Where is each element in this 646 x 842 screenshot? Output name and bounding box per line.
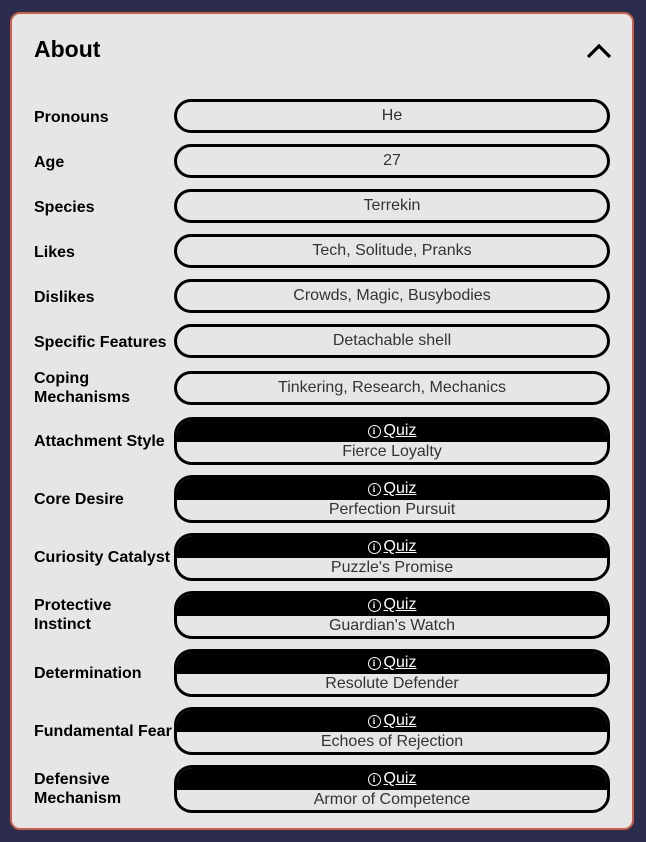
quiz-link[interactable]: Quiz: [383, 480, 417, 497]
quiz-band: [177, 536, 607, 558]
quiz-link[interactable]: Quiz: [383, 596, 417, 613]
info-icon: i: [368, 599, 381, 612]
field-label: Core Desire: [34, 491, 124, 508]
field-label: Curiosity Catalyst: [34, 549, 171, 566]
quiz-band: [177, 478, 607, 500]
curiosity-catalyst-field: [174, 533, 610, 581]
quiz-link[interactable]: Quiz: [383, 712, 417, 729]
field-label: Coping Mechanisms: [34, 370, 131, 406]
quiz-result: Armor of Competence: [313, 791, 471, 808]
defensive-mechanism-field: [174, 765, 610, 813]
dislikes-field[interactable]: Crowds, Magic, Busybodies: [174, 279, 610, 313]
protective-instinct-field: [174, 591, 610, 639]
pronouns-field[interactable]: He: [174, 99, 610, 133]
species-field[interactable]: Terrekin: [174, 189, 610, 223]
likes-field[interactable]: Tech, Solitude, Pranks: [174, 234, 610, 268]
quiz-band: [177, 710, 607, 732]
quiz-result: Guardian's Watch: [328, 617, 456, 634]
quiz-band: [177, 768, 607, 790]
quiz-band: [177, 594, 607, 616]
fundamental-fear-field: [174, 707, 610, 755]
age-field[interactable]: 27: [174, 144, 610, 178]
quiz-link[interactable]: Quiz: [383, 654, 417, 671]
info-icon: i: [368, 715, 381, 728]
info-icon: i: [368, 541, 381, 554]
determination-field: [174, 649, 610, 697]
quiz-band: [177, 420, 607, 442]
field-label: Pronouns: [34, 109, 109, 126]
field-label: Protective Instinct: [34, 597, 112, 633]
about-panel: [10, 12, 634, 830]
quiz-link[interactable]: Quiz: [383, 770, 417, 787]
quiz-link[interactable]: Quiz: [383, 422, 417, 439]
field-label: Species: [34, 199, 95, 216]
quiz-result: Resolute Defender: [325, 675, 459, 692]
panel-title: About: [34, 36, 101, 62]
info-icon: i: [368, 425, 381, 438]
quiz-result: Puzzle's Promise: [330, 559, 454, 576]
quiz-band: [177, 652, 607, 674]
field-label: Attachment Style: [34, 433, 165, 450]
field-label: Specific Features: [34, 334, 167, 351]
quiz-link[interactable]: Quiz: [383, 538, 417, 555]
field-label: Age: [34, 154, 65, 171]
field-label: Defensive Mechanism: [34, 771, 122, 807]
specific-features-field[interactable]: Detachable shell: [174, 324, 610, 358]
coping-mechanisms-field[interactable]: Tinkering, Research, Mechanics: [174, 371, 610, 405]
quiz-result: Perfection Pursuit: [328, 501, 456, 518]
chevron-up-icon[interactable]: [586, 42, 612, 60]
field-label: Determination: [34, 665, 142, 682]
field-label: Likes: [34, 244, 75, 261]
info-icon: i: [368, 483, 381, 496]
quiz-result: Echoes of Rejection: [320, 733, 464, 750]
core-desire-field: [174, 475, 610, 523]
info-icon: i: [368, 773, 381, 786]
field-label: Fundamental Fear: [34, 723, 172, 740]
field-label: Dislikes: [34, 289, 95, 306]
attachment-style-field: [174, 417, 610, 465]
quiz-result: Fierce Loyalty: [342, 443, 442, 460]
info-icon: i: [368, 657, 381, 670]
